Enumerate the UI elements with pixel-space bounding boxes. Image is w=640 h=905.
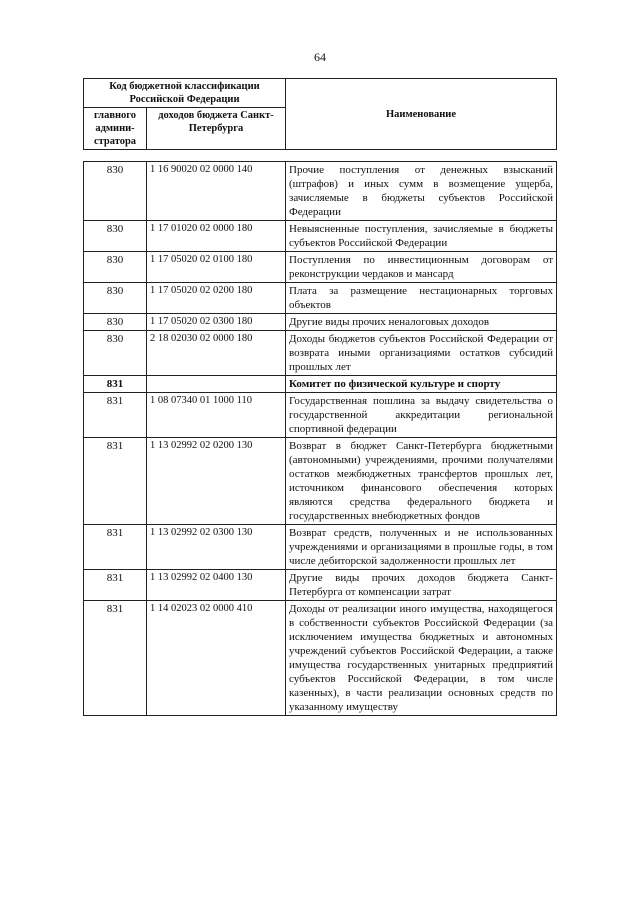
header-group-cell: Код бюджетной классификации Российской Федерации xyxy=(84,79,286,108)
table-row xyxy=(84,331,557,376)
admin-code-cell: 830 xyxy=(84,252,147,283)
table-row xyxy=(84,221,557,252)
table-row xyxy=(84,525,557,570)
table-row xyxy=(84,283,557,314)
name-cell: Доходы от реализации иного имущества, находящегося в собственности субъектов Российской Федерации (за исключением имущества бюджетных и автономных учреждений субъектов Российской Федерации, а также имущества государственных унитарных предприятий субъектов Российской Федерации, в том числе казенных), в части реализации основных средств по указанному имуществу xyxy=(286,601,557,716)
name-cell: Доходы бюджетов субъектов Российской Федерации от возврата иными организациями остатков субсидий прошлых лет xyxy=(286,331,557,376)
admin-code-cell: 831 xyxy=(84,376,147,393)
admin-code-cell: 830 xyxy=(84,314,147,331)
name-cell: Невыясненные поступления, зачисляемые в бюджеты субъектов Российской Федерации xyxy=(286,221,557,252)
income-code-cell: 1 17 01020 02 0000 180 xyxy=(147,221,286,252)
name-cell: Плата за размещение нестационарных торговых объектов xyxy=(286,283,557,314)
table-row xyxy=(84,570,557,601)
page-number: 64 xyxy=(314,50,326,64)
income-code-cell: 1 17 05020 02 0300 180 xyxy=(147,314,286,331)
name-cell: Другие виды прочих доходов бюджета Санкт-Петербурга от компенсации затрат xyxy=(286,570,557,601)
table-row xyxy=(84,314,557,331)
income-code-cell: 1 13 02992 02 0400 130 xyxy=(147,570,286,601)
table-row xyxy=(84,601,557,716)
table-row xyxy=(84,252,557,283)
header-row-top xyxy=(84,79,557,108)
name-cell: Комитет по физической культуре и спорту xyxy=(286,376,557,393)
table-row xyxy=(84,162,557,221)
budget-codes-table xyxy=(83,161,557,716)
name-cell: Прочие поступления от денежных взысканий (штрафов) и иных сумм в возмещение ущерба, зачисляемые в бюджеты субъектов Российской Федерации xyxy=(286,162,557,221)
name-cell: Возврат в бюджет Санкт-Петербурга бюджетными (автономными) учреждениями, прочими получателями остатков межбюджетных трансфертов прошлых лет, источником финансового обеспечения которых являются средства федерального бюджета и государственных внебюджетных фондов xyxy=(286,438,557,525)
table-body xyxy=(84,162,557,716)
header-admin-cell: главного админи-стратора xyxy=(84,108,147,150)
admin-code-cell: 831 xyxy=(84,393,147,438)
admin-code-cell: 830 xyxy=(84,221,147,252)
admin-code-cell: 831 xyxy=(84,438,147,525)
name-cell: Возврат средств, полученных и не использованных учреждениями и организациями в прошлые годы, в том числе дебиторской задолженности прошлых лет xyxy=(286,525,557,570)
table-row xyxy=(84,438,557,525)
header-name-cell: Наименование xyxy=(286,79,557,150)
admin-code-cell: 830 xyxy=(84,162,147,221)
income-code-cell: 1 17 05020 02 0200 180 xyxy=(147,283,286,314)
header-table xyxy=(83,78,557,150)
admin-code-cell: 830 xyxy=(84,331,147,376)
admin-code-cell: 830 xyxy=(84,283,147,314)
income-code-cell: 2 18 02030 02 0000 180 xyxy=(147,331,286,376)
table-row xyxy=(84,376,557,393)
header-code-cell: доходов бюджета Санкт-Петербурга xyxy=(147,108,286,150)
admin-code-cell: 831 xyxy=(84,601,147,716)
name-cell: Поступления по инвестиционным договорам от реконструкции чердаков и мансард xyxy=(286,252,557,283)
name-cell: Государственная пошлина за выдачу свидетельства о государственной аккредитации региональной спортивной федерации xyxy=(286,393,557,438)
income-code-cell: 1 13 02992 02 0300 130 xyxy=(147,525,286,570)
income-code-cell: 1 13 02992 02 0200 130 xyxy=(147,438,286,525)
income-code-cell: 1 08 07340 01 1000 110 xyxy=(147,393,286,438)
admin-code-cell: 831 xyxy=(84,570,147,601)
income-code-cell: 1 17 05020 02 0100 180 xyxy=(147,252,286,283)
name-cell: Другие виды прочих неналоговых доходов xyxy=(286,314,557,331)
income-code-cell: 1 16 90020 02 0000 140 xyxy=(147,162,286,221)
table-row xyxy=(84,393,557,438)
income-code-cell xyxy=(147,376,286,393)
income-code-cell: 1 14 02023 02 0000 410 xyxy=(147,601,286,716)
admin-code-cell: 831 xyxy=(84,525,147,570)
